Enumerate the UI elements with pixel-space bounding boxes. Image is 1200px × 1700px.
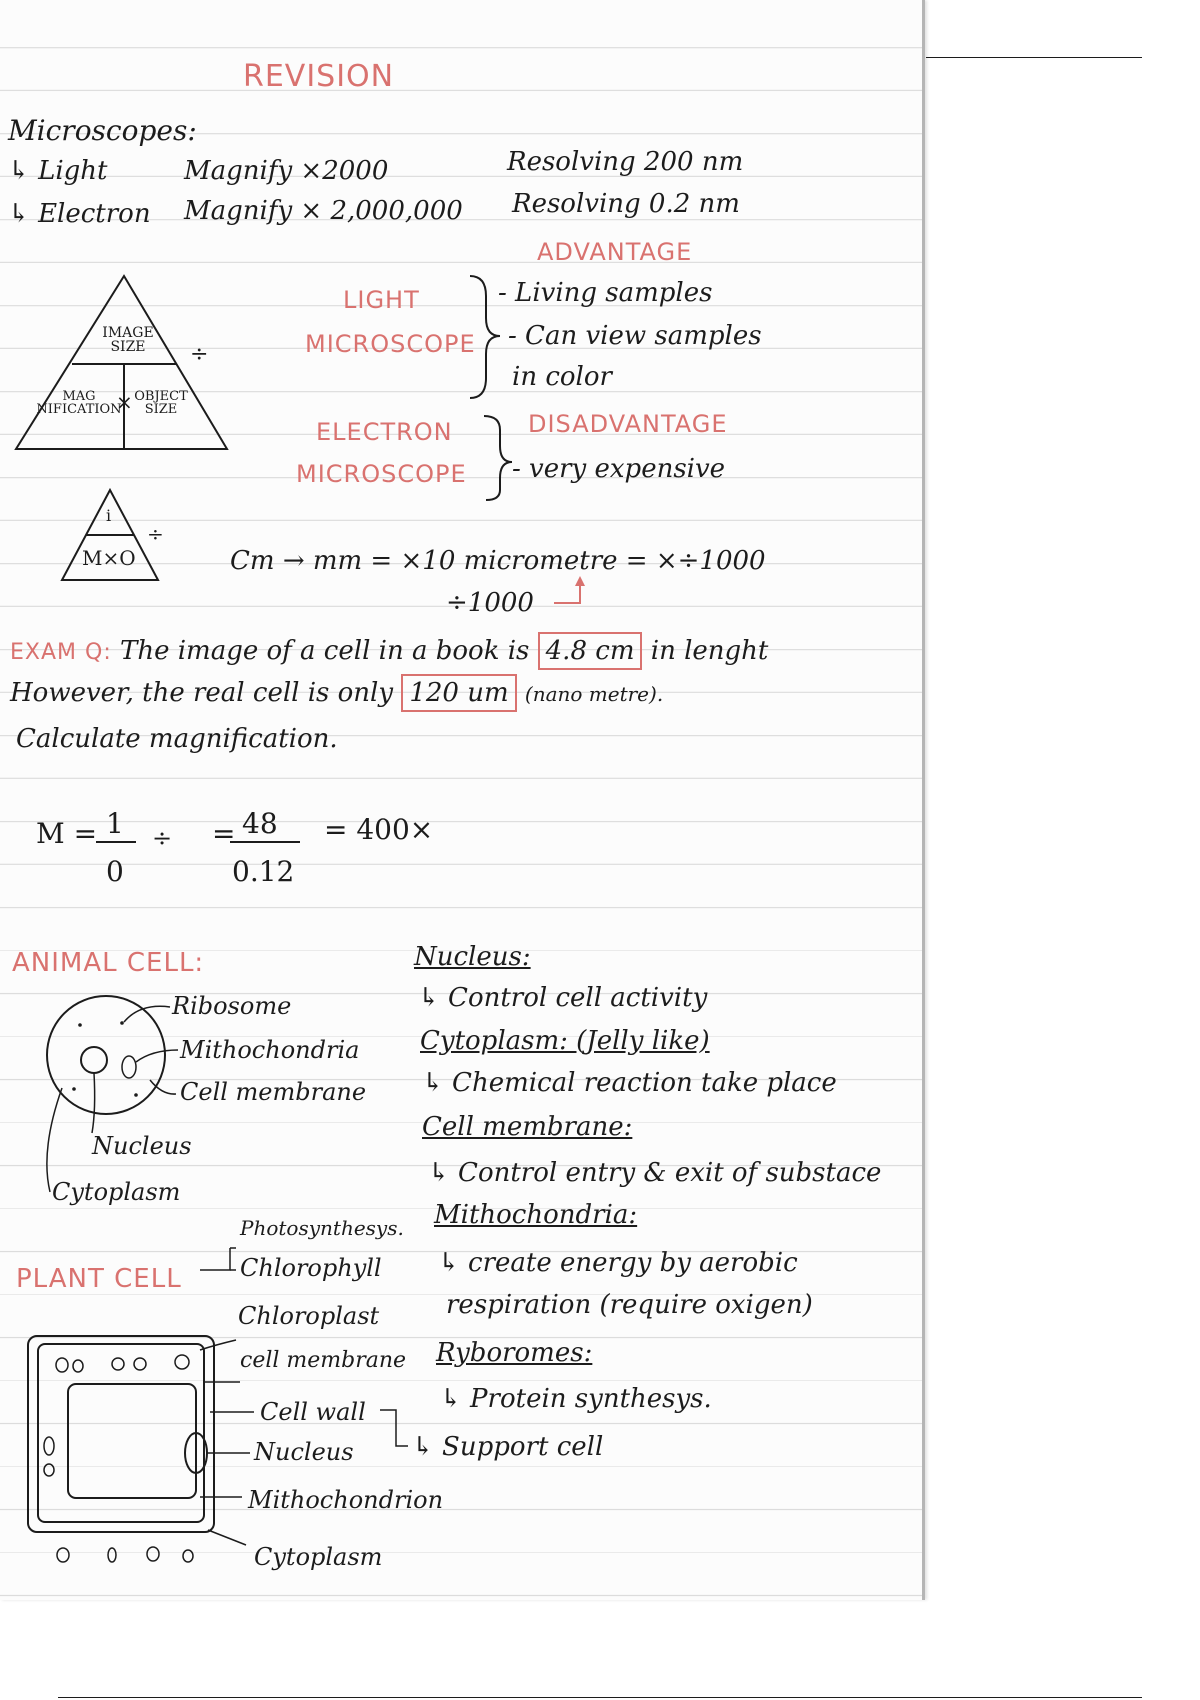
small-triangle-bottom: M×O: [82, 546, 136, 570]
electron-resolving: Resolving 0.2 nm: [512, 189, 740, 219]
animal-cell-heading: ANIMAL CELL:: [12, 948, 205, 978]
calc-frac2-prefix: =: [212, 817, 236, 850]
light-label-1: LIGHT: [343, 286, 420, 314]
note-membrane-text: ↳ Control entry & exit of substace: [428, 1158, 882, 1188]
bottom-page-rule: [58, 1697, 1142, 1698]
note-cytoplasm-heading: Cytoplasm: (Jelly like): [420, 1026, 710, 1056]
ribosome-dot: [120, 1021, 124, 1025]
note-membrane-heading: Cell membrane:: [422, 1112, 633, 1142]
triangle-object-size: OBJECT SIZE: [134, 389, 188, 417]
exam-question-label: EXAM Q:: [10, 640, 112, 665]
triangle-image-size: IMAGE SIZE: [102, 325, 154, 355]
note-cytoplasm-text: ↳ Chemical reaction take place: [422, 1068, 837, 1098]
exam-question-text-2-end: (nano metre).: [524, 682, 664, 706]
label-ribosome: Ribosome: [172, 992, 292, 1020]
plant-cell-heading: PLANT CELL: [16, 1264, 182, 1294]
label-plant-cytoplasm: Cytoplasm: [254, 1543, 383, 1571]
leader-mitochondria: [136, 1050, 178, 1062]
plant-cell-membrane: [38, 1344, 204, 1522]
ribosome-dot: [78, 1023, 82, 1027]
microscopes-heading: Microscopes:: [8, 114, 197, 147]
light-name: Light: [38, 156, 108, 186]
exam-question-text-1: The image of a cell in a book is: [120, 636, 530, 666]
light-label-2: MICROSCOPE: [305, 330, 476, 358]
calc-m-label: M =: [36, 817, 98, 850]
calc-frac1-den: 0: [106, 855, 124, 888]
advantage-item-2: - Can view samples: [508, 321, 762, 351]
label-plant-nucleus: Nucleus: [254, 1438, 354, 1466]
note-ribosome-heading: Ryboromes:: [436, 1338, 593, 1368]
ribosome-dot: [72, 1087, 76, 1091]
small-triangle-top: i: [106, 506, 112, 525]
leader-cell-membrane: [150, 1080, 176, 1094]
triangle-magnification: MAG NIFICATION: [36, 389, 122, 417]
leader-nucleus: [92, 1073, 95, 1133]
conversion-line-1: Cm → mm = ×10 micrometre = ×÷1000: [230, 546, 766, 576]
light-row: ↳ Light: [8, 156, 108, 186]
note-nucleus-text: ↳ Control cell activity: [418, 983, 708, 1013]
exam-question-line-2: [10, 680, 663, 706]
electron-label-2: MICROSCOPE: [296, 460, 467, 488]
calc-frac1-op: ÷: [152, 824, 173, 852]
exam-question-text-1-end: in lenght: [650, 636, 769, 666]
calc-frac2-num: 48: [242, 807, 278, 840]
label-chloroplast: Chloroplast: [238, 1302, 380, 1330]
leader-cytoplasm: [47, 1088, 62, 1192]
note-nucleus-heading: Nucleus:: [414, 942, 531, 972]
electron-row: ↳ Electron: [8, 199, 151, 229]
label-cell-wall: Cell wall: [260, 1398, 366, 1426]
label-support-cell: ↳ Support cell: [412, 1432, 604, 1462]
note-mitochondria-text-1: ↳ create energy by aerobic: [438, 1248, 798, 1278]
conversion-line-2: ÷1000: [446, 588, 534, 618]
ribosome-dot: [134, 1093, 138, 1097]
label-mitochondria: Mithochondria: [180, 1036, 360, 1064]
exam-value-real-size: 120 um: [401, 674, 516, 712]
page-title: REVISION: [243, 59, 395, 94]
electron-label-1: ELECTRON: [316, 418, 453, 446]
label-nucleus: Nucleus: [92, 1132, 192, 1160]
exam-question-line-1: [10, 638, 768, 664]
chloroplast-group: [44, 1355, 193, 1562]
advantage-item-1: - Living samples: [498, 278, 713, 308]
exam-question-line-3: Calculate magnification.: [16, 724, 338, 754]
label-cytoplasm: Cytoplasm: [52, 1178, 181, 1206]
calc-frac2-den: 0.12: [232, 855, 295, 888]
animal-mitochondria: [122, 1056, 136, 1078]
plant-vacuole: [68, 1384, 196, 1498]
label-chlorophyll: Chlorophyll: [240, 1254, 382, 1282]
animal-nucleus: [81, 1047, 107, 1073]
light-magnify: Magnify ×2000: [184, 156, 389, 186]
advantage-title: ADVANTAGE: [537, 238, 693, 266]
page-edge-rule: [926, 57, 1142, 58]
electron-magnify: Magnify × 2,000,000: [184, 196, 463, 226]
triangle-times-sign: ×: [116, 390, 133, 414]
disadvantage-title: DISADVANTAGE: [528, 410, 728, 438]
note-mitochondria-text-2: respiration (require oxigen): [446, 1290, 813, 1320]
disadvantage-item-1: - very expensive: [512, 454, 726, 484]
exam-question-text-2: However, the real cell is only: [10, 678, 394, 708]
note-mitochondria-heading: Mithochondria:: [434, 1200, 638, 1230]
label-mithochondrion: Mithochondrion: [248, 1486, 444, 1514]
label-plant-cell-membrane: cell membrane: [240, 1348, 407, 1373]
label-photosynthesis: Photosynthesys.: [240, 1216, 404, 1240]
light-resolving: Resolving 200 nm: [507, 147, 744, 177]
electron-name: Electron: [38, 199, 151, 229]
advantage-item-3: in color: [512, 362, 612, 392]
calc-result: = 400×: [324, 813, 434, 846]
triangle-divide-sign: ÷: [190, 342, 209, 367]
calc-frac1-num: 1: [106, 807, 124, 840]
exam-value-image-size: 4.8 cm: [538, 632, 643, 670]
note-ribosome-text: ↳ Protein synthesys.: [440, 1384, 712, 1414]
electron-brace: [484, 416, 512, 500]
small-triangle-divide: ÷: [147, 522, 164, 546]
leader-ribosome: [124, 1006, 170, 1022]
arrow-head-icon: [575, 576, 585, 586]
label-cell-membrane: Cell membrane: [180, 1078, 367, 1106]
